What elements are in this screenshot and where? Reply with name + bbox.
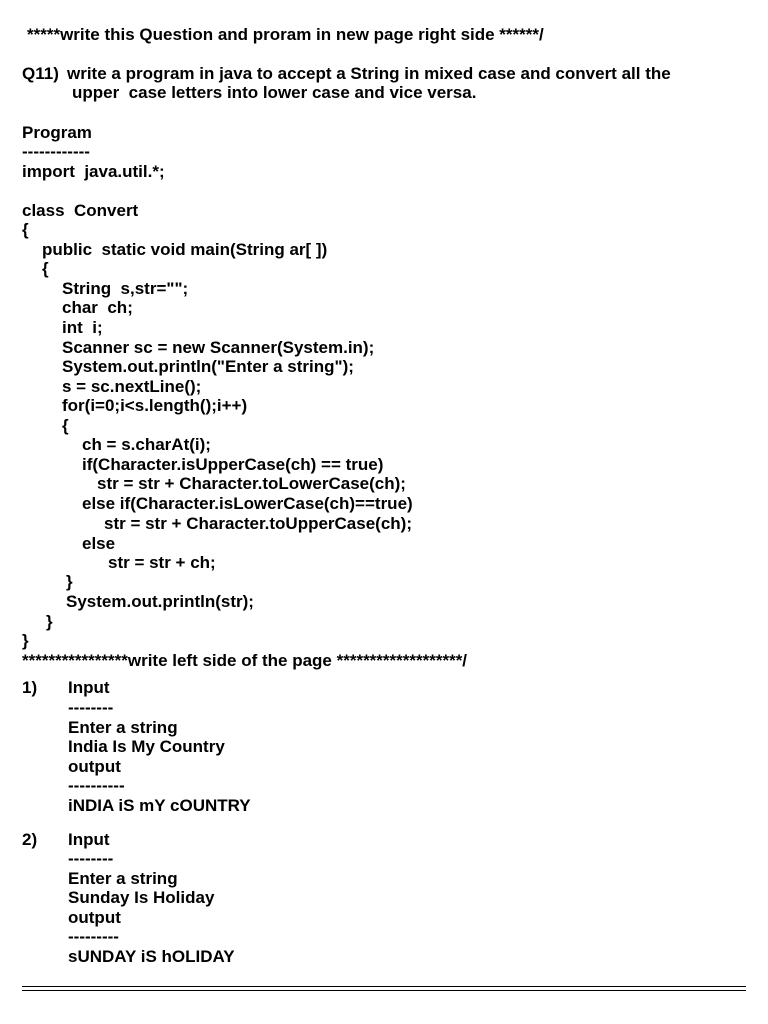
left-side-note: ****************write left side of the page *******************/ xyxy=(22,651,468,670)
example-1-number: 1) xyxy=(22,678,38,697)
example-1-input-dashes: -------- xyxy=(68,698,114,717)
code-line-int-decl: int i; xyxy=(62,318,103,337)
question-text-line2: upper case letters into lower case and vice versa. xyxy=(72,83,477,102)
code-line-class-open-brace: { xyxy=(22,220,29,239)
example-2-output-label: output xyxy=(68,908,121,927)
example-2-input-dashes: -------- xyxy=(68,849,114,868)
header-note: *****write this Question and proram in new page right side ******/ xyxy=(27,25,544,44)
example-2-output-value: sUNDAY iS hOLIDAY xyxy=(68,947,235,966)
bottom-rule-top xyxy=(22,986,746,987)
example-2-prompt: Enter a string xyxy=(68,869,178,888)
program-heading-underline: ------------ xyxy=(22,142,90,161)
code-line-else: else xyxy=(82,534,116,553)
code-line-nextline: s = sc.nextLine(); xyxy=(62,377,202,396)
example-2-input-label: Input xyxy=(68,830,110,849)
code-line-for-loop: for(i=0;i<s.length();i++) xyxy=(62,396,248,415)
example-2-output-dashes: --------- xyxy=(68,927,119,946)
code-line-for-open-brace: { xyxy=(62,416,69,435)
code-line-class-close-brace: } xyxy=(22,631,29,650)
question-text-line1: write a program in java to accept a String in mixed case and convert all the xyxy=(67,64,671,83)
code-line-scanner: Scanner sc = new Scanner(System.in); xyxy=(62,338,375,357)
code-line-import: import java.util.*; xyxy=(22,162,165,181)
code-line-append-char: str = str + ch; xyxy=(108,553,216,572)
code-line-class: class Convert xyxy=(22,201,139,220)
code-line-main-open-brace: { xyxy=(42,259,49,278)
code-line-if-upper: if(Character.isUpperCase(ch) == true) xyxy=(82,455,384,474)
example-1-input-value: India Is My Country xyxy=(68,737,225,756)
code-line-println-prompt: System.out.println("Enter a string"); xyxy=(62,357,354,376)
code-line-string-decl: String s,str=""; xyxy=(62,279,189,298)
code-line-else-if-lower: else if(Character.isLowerCase(ch)==true) xyxy=(82,494,413,513)
code-line-main-signature: public static void main(String ar[ ]) xyxy=(42,240,328,259)
example-2-number: 2) xyxy=(22,830,38,849)
program-heading: Program xyxy=(22,123,92,142)
question-number: Q11) xyxy=(22,64,59,83)
code-line-to-lower: str = str + Character.toLowerCase(ch); xyxy=(97,474,406,493)
example-1-output-dashes: ---------- xyxy=(68,776,125,795)
bottom-rule-bottom xyxy=(22,990,746,991)
example-1-output-value: iNDIA iS mY cOUNTRY xyxy=(68,796,251,815)
example-1-input-label: Input xyxy=(68,678,110,697)
code-line-charat: ch = s.charAt(i); xyxy=(82,435,211,454)
code-line-main-close-brace: } xyxy=(46,612,53,631)
code-line-for-close-brace: } xyxy=(66,572,73,591)
example-1-prompt: Enter a string xyxy=(68,718,178,737)
code-line-to-upper: str = str + Character.toUpperCase(ch); xyxy=(104,514,412,533)
example-2-input-value: Sunday Is Holiday xyxy=(68,888,215,907)
code-line-char-decl: char ch; xyxy=(62,298,133,317)
code-line-println-result: System.out.println(str); xyxy=(66,592,254,611)
example-1-output-label: output xyxy=(68,757,121,776)
